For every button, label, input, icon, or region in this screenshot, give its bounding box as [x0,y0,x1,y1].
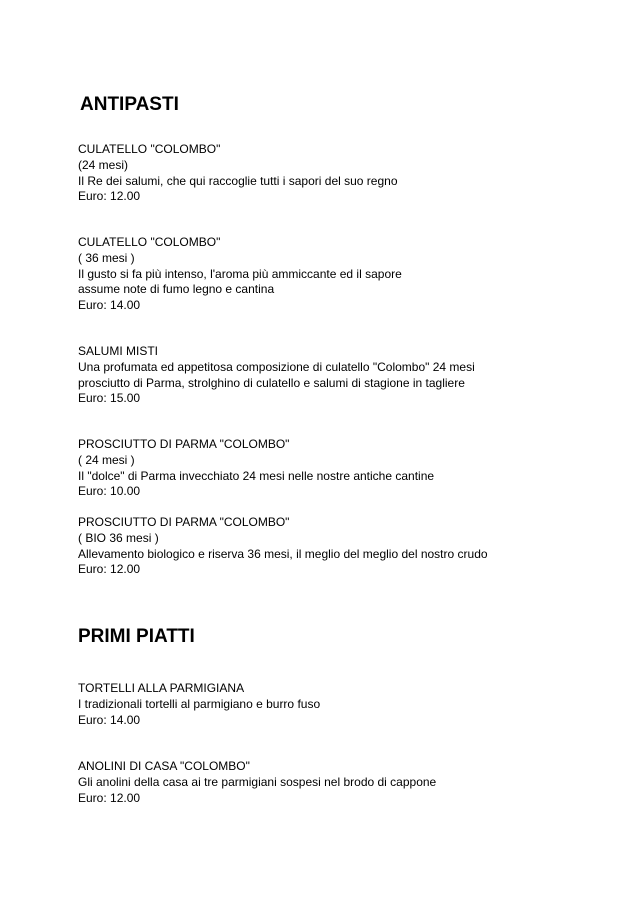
item-price: Euro: 14.00 [78,712,141,727]
item-price: Euro: 14.00 [78,298,141,313]
menu-item [78,344,598,407]
item-price: Euro: 12.00 [78,790,141,805]
item-name: PROSCIUTTO DI PARMA "COLOMBO" [78,515,290,529]
item-name: ANOLINI DI CASA "COLOMBO" [78,759,250,773]
item-description-line: ( 24 mesi ) [78,452,135,467]
item-description-line: ( BIO 36 mesi ) [78,530,159,545]
item-price: Euro: 10.00 [78,484,141,499]
section-heading-antipasti: ANTIPASTI [80,94,179,115]
menu-item [78,235,598,314]
item-name: SALUMI MISTI [78,344,159,358]
menu-item [78,437,598,500]
menu-item [78,759,598,806]
item-name: CULATELLO "COLOMBO" [78,142,221,156]
item-name: CULATELLO "COLOMBO" [78,235,221,249]
item-name: TORTELLI ALLA PARMIGIANA [78,681,245,695]
menu-item [78,515,598,578]
menu-item [78,681,598,728]
item-description-line: Allevamento biologico e riserva 36 mesi, il meglio del meglio del nostro crudo [78,546,488,561]
item-description-line: Gli anolini della casa ai tre parmigiani sospesi nel brodo di cappone [78,774,437,789]
item-description-line: Il gusto si fa più intenso, l'aroma più ammiccante ed il sapore [78,266,402,281]
item-price: Euro: 12.00 [78,189,141,204]
item-description-line: prosciutto di Parma, strolghino di culatello e salumi di stagione in tagliere [78,375,465,390]
item-description-line: assume note di fumo legno e cantina [78,282,275,297]
section-heading-primi-piatti: PRIMI PIATTI [78,626,195,647]
item-description-line: Il Re dei salumi, che qui raccoglie tutti i sapori del suo regno [78,173,398,188]
item-name: PROSCIUTTO DI PARMA "COLOMBO" [78,437,290,451]
menu-item [78,142,598,205]
item-description-line: Il "dolce" di Parma invecchiato 24 mesi nelle nostre antiche cantine [78,468,435,483]
item-price: Euro: 15.00 [78,391,141,406]
item-description-line: ( 36 mesi ) [78,250,135,265]
item-price: Euro: 12.00 [78,562,141,577]
item-description-line: Una profumata ed appetitosa composizione di culatello "Colombo" 24 mesi [78,359,475,374]
item-description-line: (24 mesi) [78,157,129,172]
item-description-line: I tradizionali tortelli al parmigiano e burro fuso [78,696,321,711]
